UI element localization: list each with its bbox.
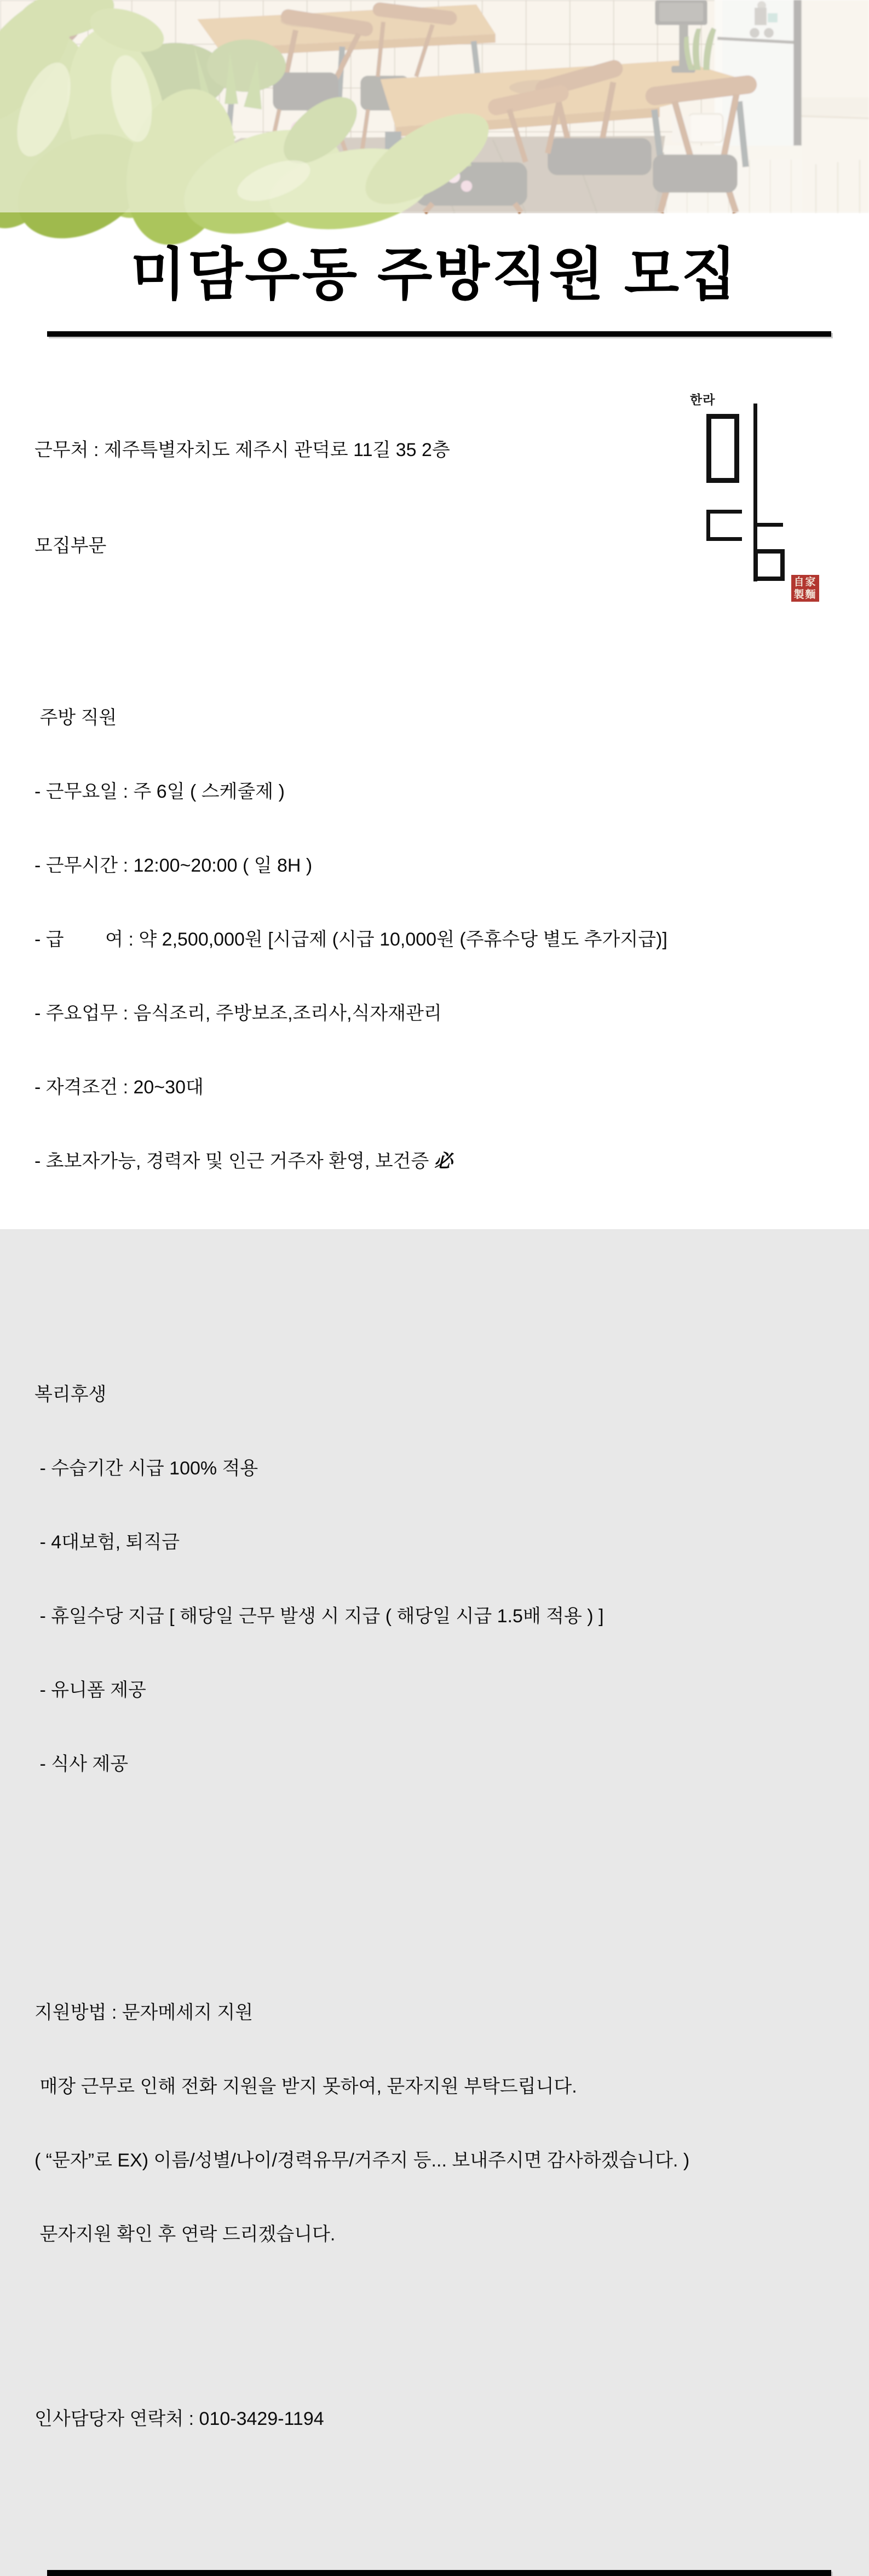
welfare-item: - 수습기간 시급 100% 적용 [34, 1458, 258, 1479]
position-item: - 주요업무 : 음식조리, 주방보조,조리사,식자재관리 [34, 1003, 442, 1024]
position-title: 주방 직원 [34, 707, 117, 729]
welfare-item: - 식사 제공 [34, 1754, 129, 1775]
apply-line: ( “문자”로 EX) 이름/성별/나이/경력유무/거주지 등... 보내주시면 감사하겠습니다. ) [34, 2150, 690, 2171]
welfare-title: 복리후생 [34, 1384, 107, 1405]
position-item: - 초보자가능, 경력자 및 인근 거주자 환영, 보건증 必 [34, 1151, 453, 1172]
header-photo [0, 0, 869, 212]
logo-hanla-label: 한라 [690, 393, 716, 407]
position-item: - 근무요일 : 주 6일 ( 스케줄제 ) [34, 781, 285, 803]
welfare-section [34, 1333, 705, 1826]
page-title: 미담우동 주방직원 모집 [130, 243, 739, 307]
recruit-section-label: 모집부문 [34, 535, 107, 557]
bottom-rule [47, 2570, 831, 2576]
welfare-item: - 4대보험, 퇴직금 [34, 1532, 180, 1553]
must-mark: 必 [434, 1151, 453, 1172]
contact-line: 인사담당자 연락처 : 010-3429-1194 [34, 2408, 324, 2430]
position-item: - 자격조건 : 20~30대 [34, 1077, 204, 1098]
apply-line: 문자지원 확인 후 연락 드리겠습니다. [34, 2224, 336, 2245]
flyer-body [0, 337, 869, 2481]
workplace-line: 근무처 : 제주특별자치도 제주시 관덕로 11길 35 2층 [34, 440, 450, 461]
apply-line: 매장 근무로 인해 전화 지원을 받지 못하여, 문자지원 부탁드립니다. [34, 2076, 577, 2097]
position-section [34, 656, 705, 1223]
apply-title: 지원방법 : 문자메세지 지원 [34, 2002, 254, 2024]
apply-section [34, 1951, 705, 2296]
title-rule [47, 331, 831, 337]
seal-text-line2: 製麵 [793, 589, 817, 601]
welfare-item: - 휴일수당 지급 [ 해당일 근무 발생 시 지급 ( 해당일 시급 1.5배 적용 ) ] [34, 1606, 604, 1627]
position-item: - 급 여 : 약 2,500,000원 [시급제 (시급 10,000원 (주휴수당 별도 추가지급)] [34, 929, 667, 950]
seal-text-line1: 自家 [793, 577, 817, 588]
welfare-item: - 유니폼 제공 [34, 1680, 146, 1701]
position-item: - 근무시간 : 12:00~20:00 ( 일 8H ) [34, 855, 313, 877]
